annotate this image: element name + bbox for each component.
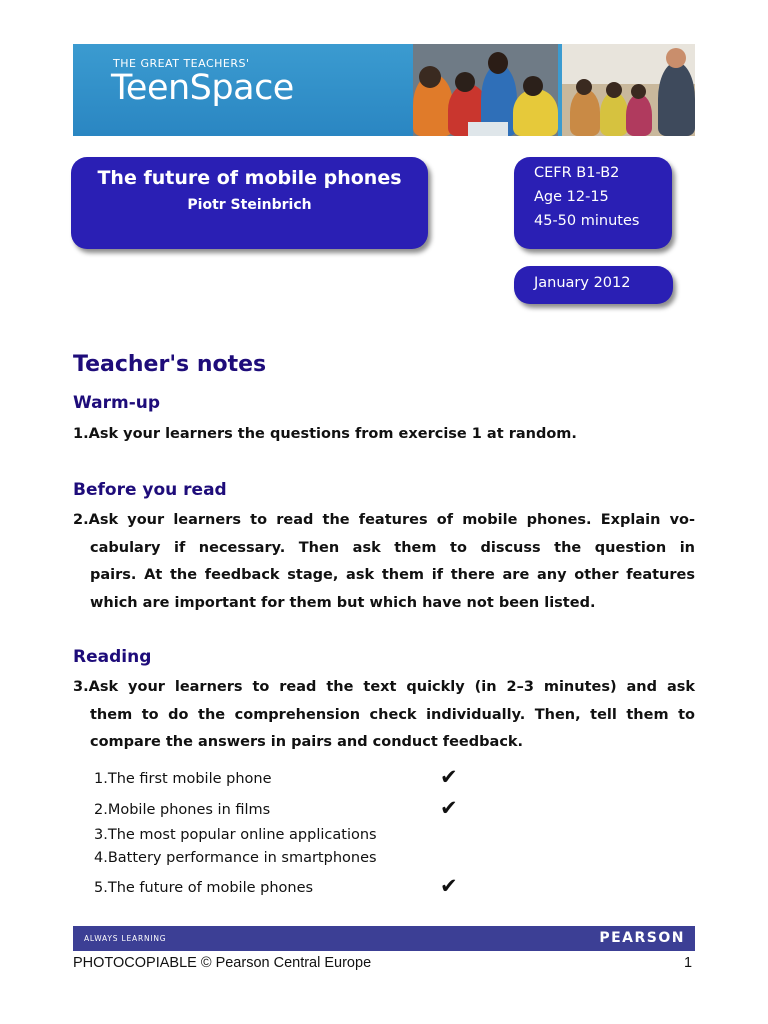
- footer-bar: [73, 926, 695, 951]
- list-item: 2.Mobile phones in films: [94, 802, 271, 818]
- lesson-date-box: [514, 266, 673, 304]
- lesson-duration: 45-50 minutes: [534, 213, 640, 229]
- paragraph-line: compare the answers in pairs and conduct feedback.: [90, 734, 524, 750]
- header-banner: [73, 44, 695, 136]
- lesson-title-box: [71, 157, 428, 249]
- teacher-photo: [562, 44, 695, 136]
- copyright-notice: PHOTOCOPIABLE © Pearson Central Europe: [73, 955, 372, 971]
- section-heading-reading: Reading: [73, 647, 152, 667]
- paragraph-line: 3.Ask your learners to read the text quickly (in 2–3 minutes) and ask: [73, 679, 695, 695]
- section-heading-before-you-read: Before you read: [73, 480, 227, 500]
- brand-logo-text: TeenSpace: [111, 68, 294, 108]
- pearson-logo: PEARSON: [599, 930, 685, 946]
- lesson-meta-box: [514, 157, 672, 249]
- warm-up-text: [73, 421, 695, 449]
- before-you-read-text: [73, 507, 695, 617]
- lesson-title: The future of mobile phones: [97, 167, 402, 189]
- list-item: 3.The most popular online applications: [94, 827, 377, 843]
- lesson-date: January 2012: [534, 275, 631, 291]
- paragraph-line: pairs. At the feedback stage, ask them if there are any other features: [90, 567, 695, 583]
- footer-tagline: ALWAYS LEARNING: [84, 934, 167, 943]
- paragraph-line: them to do the comprehension check individually. Then, tell them to: [90, 706, 695, 723]
- age-range: Age 12-15: [534, 189, 609, 205]
- checkmark-icon: ✔: [440, 796, 458, 820]
- list-item: 5.The future of mobile phones: [94, 880, 314, 896]
- cefr-level: CEFR B1-B2: [534, 165, 620, 181]
- section-heading-warm-up: Warm-up: [73, 393, 161, 413]
- checkmark-icon: ✔: [440, 874, 458, 898]
- brand-tagline: THE GREAT TEACHERS': [113, 57, 250, 70]
- classroom-photo: [413, 44, 558, 136]
- checkmark-icon: ✔: [440, 765, 458, 789]
- reading-text: [73, 674, 695, 757]
- brand-panel: [73, 44, 413, 136]
- paragraph-line: which are important for them but which have not been listed.: [90, 594, 596, 611]
- list-item: 1.The first mobile phone: [94, 771, 272, 787]
- paragraph-line: 1.Ask your learners the questions from exercise 1 at random.: [73, 426, 577, 442]
- page-number: 1: [684, 955, 693, 971]
- paragraph-line: 2.Ask your learners to read the features of mobile phones. Explain vo-: [73, 512, 695, 528]
- list-item: 4.Battery performance in smartphones: [94, 850, 377, 866]
- lesson-author: Piotr Steinbrich: [187, 197, 312, 213]
- paragraph-line: cabulary if necessary. Then ask them to discuss the question in: [90, 539, 695, 556]
- notes-heading: Teacher's notes: [73, 352, 267, 377]
